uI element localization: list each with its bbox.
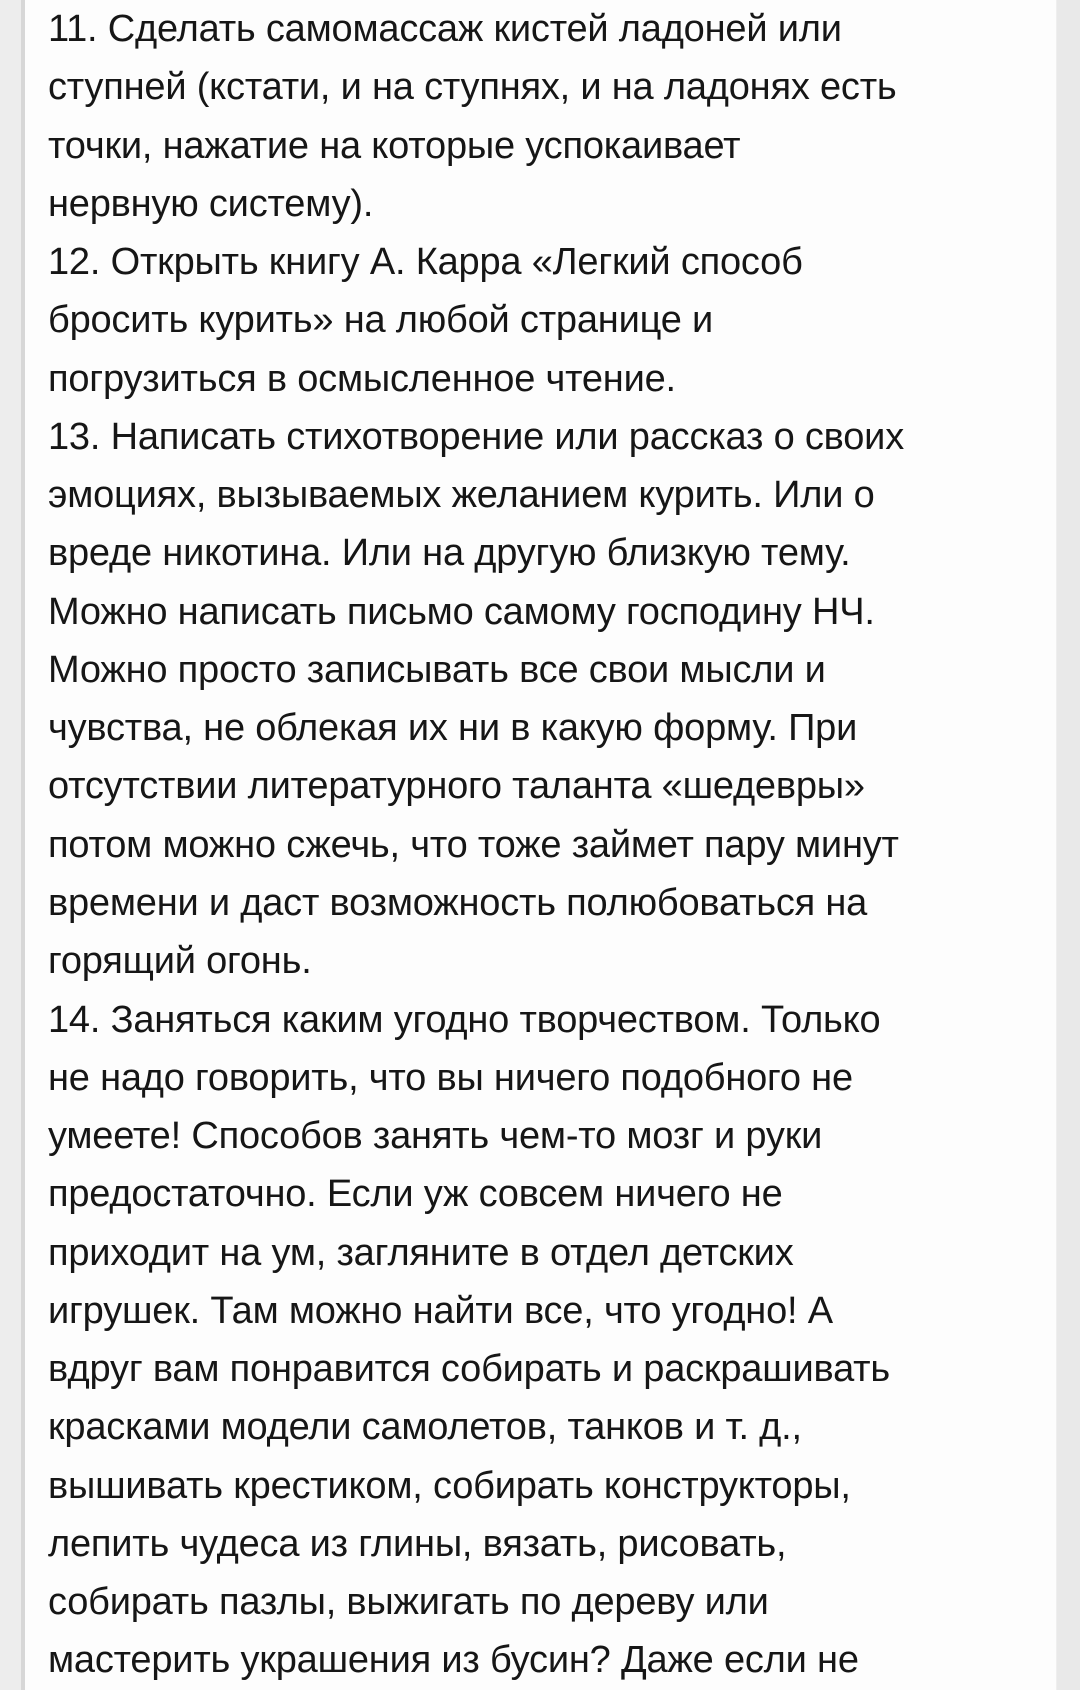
text-line: точки, нажатие на которые успокаивает bbox=[48, 124, 741, 167]
text-line: не надо говорить, что вы ничего подобного не bbox=[48, 1056, 853, 1099]
text-line: 12. Открыть книгу А. Карра «Легкий способ bbox=[48, 241, 803, 284]
text-line: красками модели самолетов, танков и т. д., bbox=[48, 1406, 802, 1449]
text-line: погрузиться в осмысленное чтение. bbox=[48, 357, 676, 400]
list-item-14 bbox=[48, 991, 1056, 1690]
text-line: вдруг вам понравится собирать и раскрашивать bbox=[48, 1348, 890, 1391]
text-line: отсутствии литературного таланта «шедевры» bbox=[48, 765, 865, 808]
text-line: чувства, не облекая их ни в какую форму. При bbox=[48, 707, 858, 750]
text-line: эмоциях, вызываемых желанием курить. Или о bbox=[48, 474, 875, 517]
page-text bbox=[25, 0, 1056, 1690]
text-line: умеете! Способов занять чем-то мозг и руки bbox=[48, 1115, 823, 1158]
text-line: собирать пазлы, выжигать по дереву или bbox=[48, 1581, 769, 1624]
text-line: времени и даст возможность полюбоваться на bbox=[48, 881, 868, 924]
list-item-13 bbox=[48, 408, 1056, 991]
text-line: вреде никотина. Или на другую близкую тему. bbox=[48, 532, 851, 575]
text-line: 13. Написать стихотворение или рассказ о своих bbox=[48, 415, 905, 458]
text-line: вышивать крестиком, собирать конструкторы, bbox=[48, 1464, 851, 1507]
text-line: Можно просто записывать все свои мысли и bbox=[48, 648, 826, 691]
list-item-12 bbox=[48, 233, 1056, 408]
book-page[interactable] bbox=[25, 0, 1056, 1690]
text-line: нервную систему). bbox=[48, 182, 374, 225]
text-line: предостаточно. Если уж совсем ничего не bbox=[48, 1173, 783, 1216]
text-line: ступней (кстати, и на ступнях, и на ладонях есть bbox=[48, 66, 897, 109]
text-line: приходит на ум, загляните в отдел детских bbox=[48, 1231, 794, 1274]
text-line: потом можно сжечь, что тоже займет пару минут bbox=[48, 823, 899, 866]
page-right-edge bbox=[1056, 0, 1080, 1690]
text-line: бросить курить» на любой странице и bbox=[48, 299, 714, 342]
page-left-edge bbox=[0, 0, 21, 1690]
text-line: Можно написать письмо самому господину НЧ. bbox=[48, 590, 875, 633]
text-line: 11. Сделать самомассаж кистей ладоней или bbox=[48, 8, 842, 50]
list-item-11 bbox=[48, 0, 1056, 233]
text-line: лепить чудеса из глины, вязать, рисовать, bbox=[48, 1522, 787, 1565]
text-line: 14. Заняться каким угодно творчеством. Только bbox=[48, 998, 881, 1041]
text-line: горящий огонь. bbox=[48, 940, 312, 983]
text-line: игрушек. Там можно найти все, что угодно! А bbox=[48, 1289, 833, 1332]
text-line: мастерить украшения из бусин? Даже если не bbox=[48, 1639, 859, 1682]
